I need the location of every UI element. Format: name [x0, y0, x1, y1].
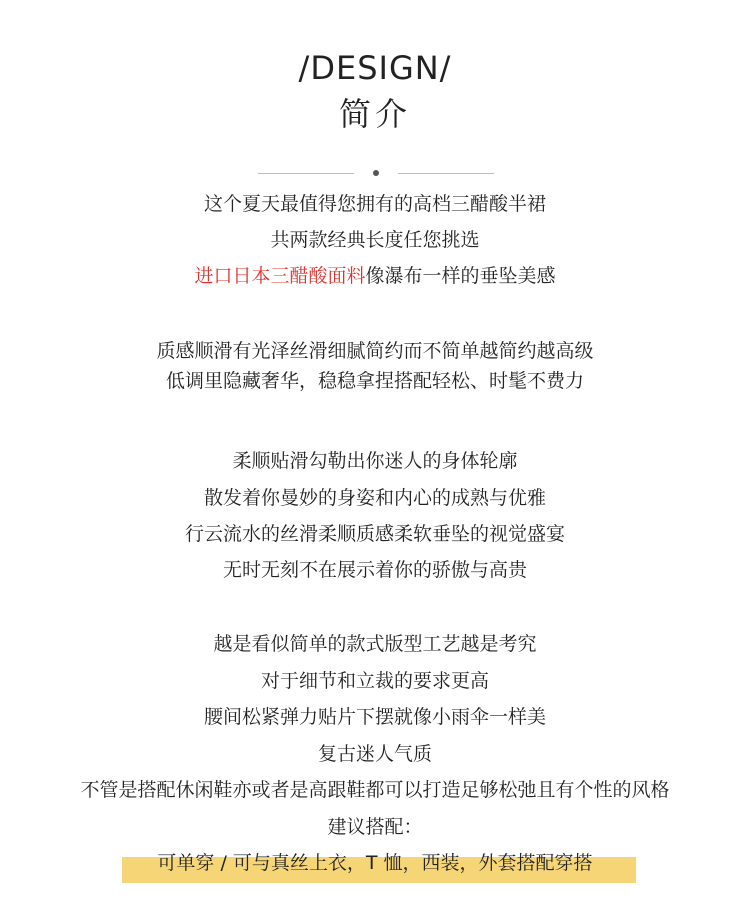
- p1-line3-highlight: 进口日本三醋酸面料: [194, 265, 366, 287]
- p3-line2: 散发着你曼妙的身姿和内心的成熟与优雅: [203, 487, 546, 509]
- p4-line5: 不管是搭配休闲鞋亦或者是高跟鞋都可以打造足够松弛且有个性的风格: [80, 779, 670, 801]
- p4-line6: 建议搭配：: [327, 816, 423, 838]
- p3-line4: 无时无刻不在展示着你的骄傲与高贵: [222, 559, 527, 581]
- p2-line1: 质感顺滑有光泽丝滑细腻简约而不简单越简约越高级: [156, 340, 594, 362]
- p4-line3: 腰间松紧弹力贴片下摆就像小雨伞一样美: [203, 706, 546, 728]
- p1-line2: 共两款经典长度任您挑选: [270, 229, 480, 251]
- p2-line2: 低调里隐藏奢华，稳稳拿捏搭配轻松、时髦不费力: [165, 370, 584, 392]
- divider-dot: [373, 170, 379, 176]
- p1-line3: [0, 262, 750, 290]
- p1-line3-rest: 像瀑布一样的垂坠美感: [365, 265, 556, 287]
- p4-line1: 越是看似简单的款式版型工艺越是考究: [213, 633, 537, 655]
- p4-line2: 对于细节和立裁的要求更高: [260, 670, 489, 692]
- p4-line7: 可单穿 / 可与真丝上衣，T 恤，西装，外套搭配穿搭: [157, 852, 593, 874]
- heading-design: /DESIGN/: [298, 49, 452, 87]
- p4-line4: 复古迷人气质: [317, 743, 432, 765]
- divider-line-left: [258, 173, 354, 174]
- heading-intro: 简介: [338, 95, 411, 133]
- p1-line1: 这个夏天最值得您拥有的高档三醋酸半裙: [203, 193, 546, 215]
- divider-line-right: [398, 173, 494, 174]
- p3-line3: 行云流水的丝滑柔顺质感柔软垂坠的视觉盛宴: [184, 523, 565, 545]
- section-divider: [0, 168, 750, 180]
- p3-line1: 柔顺贴滑勾勒出你迷人的身体轮廓: [232, 450, 518, 472]
